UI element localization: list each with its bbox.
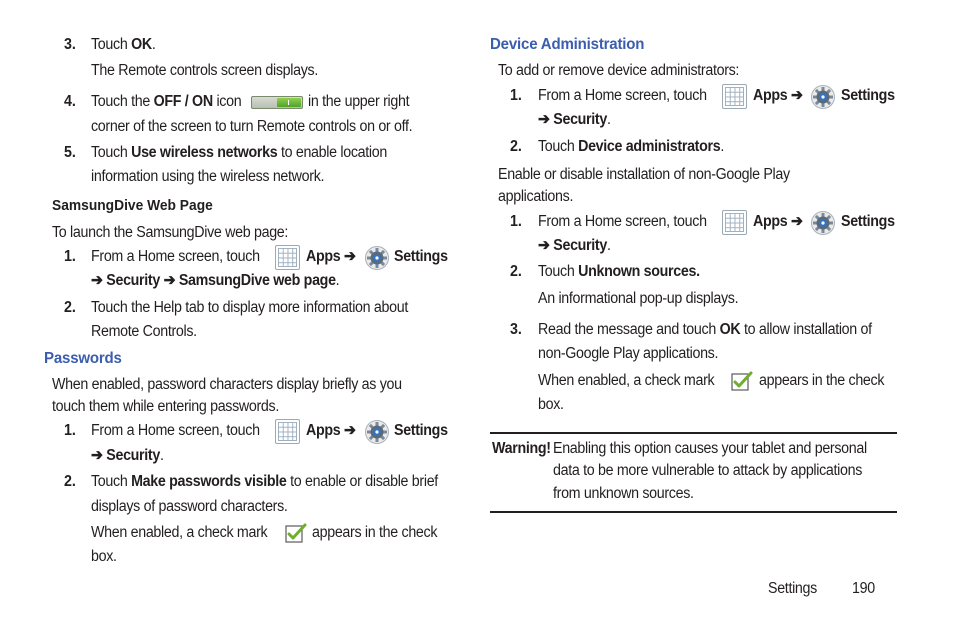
- us-step-3-text-d: appears in the check: [759, 372, 885, 389]
- samsungdive-intro: To launch the SamsungDive web page:: [52, 224, 289, 241]
- apps-grid-icon: [275, 245, 300, 270]
- pw-step-1-number: 1.: [64, 422, 76, 439]
- da-step-2-text: Touch Device administrators.: [538, 138, 724, 155]
- us-step-3-text-b: non-Google Play applications.: [538, 345, 719, 362]
- sd-step-2-number: 2.: [64, 299, 76, 316]
- apps-grid-icon: [722, 84, 747, 109]
- warning-text-3: from unknown sources.: [553, 485, 694, 502]
- pw-step-1-apps: Apps ➔: [306, 422, 356, 439]
- us-step-3-number: 3.: [510, 321, 522, 338]
- warning-label: Warning!: [492, 440, 551, 457]
- device-admin-intro: To add or remove device administrators:: [498, 62, 740, 79]
- us-step-2-number: 2.: [510, 263, 522, 280]
- sd-step-1-path: ➔ Security ➔ SamsungDive web page.: [91, 272, 340, 289]
- da-step-1-number: 1.: [510, 87, 522, 104]
- pw-step-1-path: ➔ Security.: [91, 447, 164, 464]
- warning-text-1: Enabling this option causes your tablet and personal: [553, 440, 867, 457]
- settings-gear-icon: [810, 84, 836, 110]
- sd-step-1-text: From a Home screen, touch: [91, 248, 260, 265]
- pw-step-2-text-d: appears in the check: [312, 524, 438, 541]
- pw-step-2-text-e: box.: [91, 548, 117, 565]
- footer-section: Settings: [768, 580, 817, 597]
- settings-gear-icon: [810, 210, 836, 236]
- step-4-number: 4.: [64, 93, 76, 110]
- toggle-on-icon: [251, 96, 303, 109]
- us-step-3-text-e: box.: [538, 396, 564, 413]
- apps-grid-icon: [722, 210, 747, 235]
- step-3-number: 3.: [64, 36, 76, 53]
- device-admin-heading: Device Administration: [490, 36, 645, 53]
- pw-step-2-text-a: Touch Make passwords visible to enable or disable brief: [91, 473, 438, 490]
- unknown-sources-intro-1: Enable or disable installation of non-Google Play: [498, 166, 790, 183]
- da-step-1-path: ➔ Security.: [538, 111, 611, 128]
- pw-step-2-text-c: When enabled, a check mark: [91, 524, 268, 541]
- step-3-text: Touch OK.: [91, 36, 156, 53]
- warning-bottom-rule: [490, 511, 897, 513]
- da-step-1-apps: Apps ➔: [753, 87, 803, 104]
- pw-step-2-text-b: displays of password characters.: [91, 498, 288, 515]
- us-step-1-text: From a Home screen, touch: [538, 213, 707, 230]
- us-step-1-apps: Apps ➔: [753, 213, 803, 230]
- pw-step-2-number: 2.: [64, 473, 76, 490]
- sd-step-2-text-a: Touch the Help tab to display more information about: [91, 299, 408, 316]
- passwords-intro-1: When enabled, password characters display briefly as you: [52, 376, 402, 393]
- sd-step-1-settings: Settings: [394, 248, 448, 265]
- apps-grid-icon: [275, 419, 300, 444]
- step-4-text-b: in the upper right: [308, 93, 410, 110]
- step-5-number: 5.: [64, 144, 76, 161]
- page-number: 190: [852, 580, 875, 597]
- warning-text-2: data to be more vulnerable to attack by applications: [553, 462, 863, 479]
- pw-step-1-text: From a Home screen, touch: [91, 422, 260, 439]
- da-step-1-text: From a Home screen, touch: [538, 87, 707, 104]
- us-step-3-text-a: Read the message and touch OK to allow installation of: [538, 321, 872, 338]
- sd-step-1-number: 1.: [64, 248, 76, 265]
- passwords-intro-2: touch them while entering passwords.: [52, 398, 279, 415]
- sd-step-2-text-b: Remote Controls.: [91, 323, 197, 340]
- checkmark-box-icon: [731, 371, 753, 391]
- us-step-3-text-c: When enabled, a check mark: [538, 372, 715, 389]
- warning-top-rule: [490, 432, 897, 434]
- step-4-text-c: corner of the screen to turn Remote controls on or off.: [91, 118, 413, 135]
- us-step-2-note: An informational pop-up displays.: [538, 290, 739, 307]
- settings-gear-icon: [364, 245, 390, 271]
- us-step-1-number: 1.: [510, 213, 522, 230]
- da-step-2-number: 2.: [510, 138, 522, 155]
- step-5-text-a: Touch Use wireless networks to enable location: [91, 144, 387, 161]
- step-3-note: The Remote controls screen displays.: [91, 62, 318, 79]
- checkmark-box-icon: [285, 523, 307, 543]
- samsungdive-heading: SamsungDive Web Page: [52, 197, 213, 214]
- step-5-text-b: information using the wireless network.: [91, 168, 325, 185]
- unknown-sources-intro-2: applications.: [498, 188, 574, 205]
- us-step-1-settings: Settings: [841, 213, 895, 230]
- step-4-text-a: Touch the OFF / ON icon: [91, 93, 242, 110]
- us-step-2-text: Touch Unknown sources.: [538, 263, 700, 280]
- settings-gear-icon: [364, 419, 390, 445]
- da-step-1-settings: Settings: [841, 87, 895, 104]
- sd-step-1-apps: Apps ➔: [306, 248, 356, 265]
- us-step-1-path: ➔ Security.: [538, 237, 611, 254]
- passwords-heading: Passwords: [44, 350, 122, 367]
- pw-step-1-settings: Settings: [394, 422, 448, 439]
